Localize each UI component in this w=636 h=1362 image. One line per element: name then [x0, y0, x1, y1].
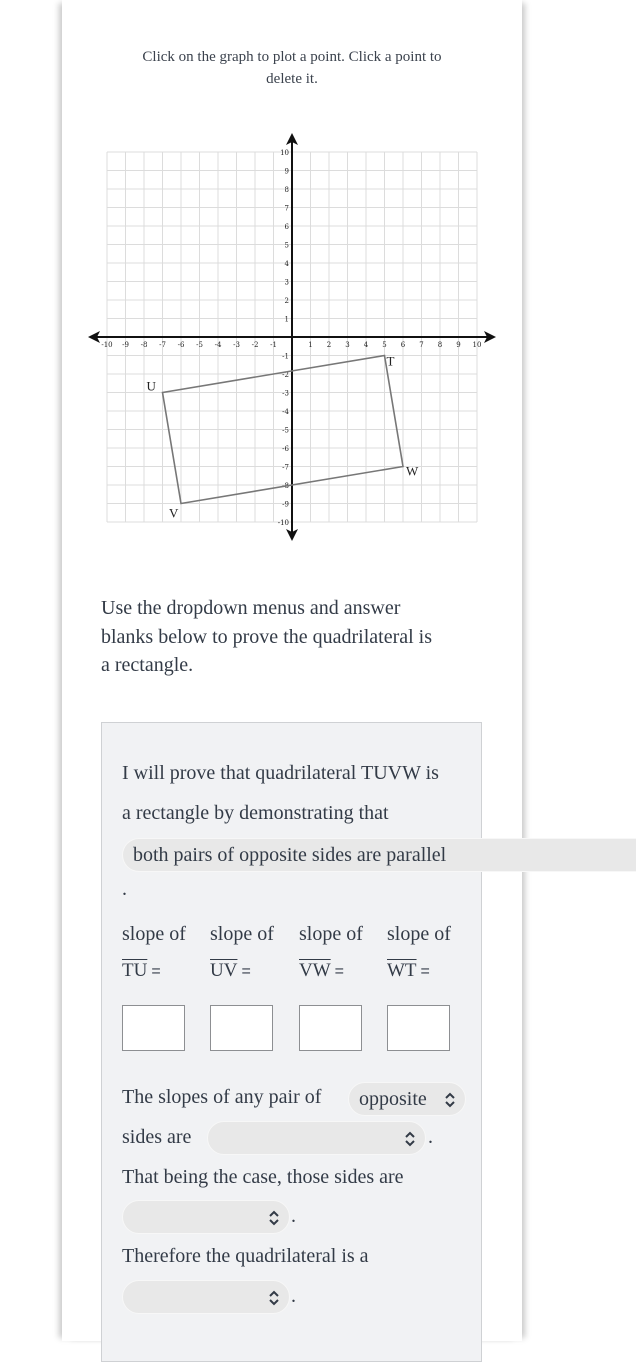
svg-text:5: 5 [284, 241, 289, 250]
axes [88, 133, 496, 541]
svg-text:-9: -9 [282, 500, 289, 509]
pair-dropdown-value: opposite [359, 1088, 427, 1110]
svg-text:V: V [169, 505, 179, 521]
svg-text:1: 1 [308, 341, 313, 349]
method-dropdown-value: both pairs of opposite sides are parallel [133, 844, 447, 866]
period: . [122, 878, 127, 900]
svg-text:10: 10 [280, 149, 289, 157]
svg-text:6: 6 [400, 341, 406, 349]
svg-text:-8: -8 [282, 482, 289, 490]
svg-text:1: 1 [284, 315, 289, 324]
chevron-updown-icon [267, 1289, 281, 1307]
instructions-line-2: delete it. [266, 71, 318, 87]
slope-VW-input[interactable] [299, 1005, 362, 1051]
proof-intro-line-2: a rectangle by demonstrating that [122, 802, 389, 824]
svg-text:9: 9 [456, 341, 461, 349]
svg-text:-4: -4 [214, 341, 222, 349]
svg-text:-5: -5 [196, 341, 203, 349]
slope-label-UV: slope of $\overline{UV}$ = [210, 923, 274, 981]
slope-label-WT: slope of $\overline{WT}$ = [387, 923, 451, 981]
svg-text:4: 4 [284, 260, 289, 268]
svg-text:-10: -10 [277, 519, 289, 527]
svg-text:-9: -9 [122, 341, 129, 349]
svg-text:9: 9 [284, 167, 289, 176]
svg-text:-10: -10 [101, 341, 113, 349]
method-dropdown[interactable] [122, 838, 636, 872]
sentence-1-prefix: The slopes of any pair of [122, 1086, 322, 1108]
svg-text:-1: -1 [270, 341, 277, 349]
sentence-1-cont: sides are [122, 1126, 192, 1148]
svg-text:W: W [406, 463, 419, 479]
svg-text:7: 7 [284, 204, 289, 213]
slope-UV-input[interactable] [210, 1005, 273, 1051]
sentence-2: That being the case, those sides are [122, 1166, 404, 1188]
svg-text:3: 3 [284, 278, 289, 287]
svg-text:-7: -7 [159, 341, 166, 349]
svg-text:2: 2 [326, 341, 332, 349]
svg-text:6: 6 [284, 223, 289, 231]
svg-text:4: 4 [363, 341, 369, 349]
shape-dropdown[interactable] [122, 1280, 290, 1314]
svg-text:-2: -2 [251, 341, 259, 349]
svg-text:-5: -5 [282, 426, 289, 435]
chevron-updown-icon [267, 1209, 281, 1227]
svg-text:-1: -1 [282, 352, 289, 361]
slope-TU-input[interactable] [122, 1005, 185, 1051]
proof-prompt: Use the dropdown menus and answer blanks below to prove the quadrilateral is a rectangle. [101, 597, 433, 676]
instructions-line-1: Click on the graph to plot a point. Click a point to [142, 49, 442, 65]
chevron-updown-icon [403, 1130, 417, 1148]
chevron-updown-icon [443, 1091, 457, 1109]
svg-text:10: 10 [472, 341, 482, 349]
proof-intro-line-1: I will prove that quadrilateral TUVW is [122, 762, 439, 784]
slope-label-VW: slope of $\overline{VW}$ = [299, 923, 363, 981]
svg-text:-3: -3 [233, 341, 240, 349]
svg-text:U: U [146, 378, 156, 394]
svg-text:-3: -3 [282, 389, 289, 398]
svg-text:5: 5 [382, 341, 387, 349]
coordinate-graph[interactable] [0, 0, 636, 560]
slope-WT-input[interactable] [387, 1005, 450, 1051]
sides-dropdown[interactable] [122, 1200, 290, 1234]
svg-text:7: 7 [419, 341, 424, 349]
svg-text:-4: -4 [282, 408, 289, 416]
svg-text:-2: -2 [282, 371, 289, 379]
svg-text:2: 2 [284, 297, 289, 305]
svg-text:8: 8 [284, 186, 289, 194]
svg-text:T: T [386, 353, 395, 369]
svg-text:8: 8 [437, 341, 443, 349]
svg-text:-7: -7 [282, 463, 289, 472]
sentence-3: Therefore the quadrilateral is a [122, 1245, 369, 1267]
slope-label-TU: slope of $\overline{TU}$ = [122, 923, 186, 981]
svg-text:3: 3 [345, 341, 350, 349]
svg-text:-8: -8 [140, 341, 148, 349]
svg-text:-6: -6 [177, 341, 185, 349]
svg-text:-6: -6 [282, 445, 289, 453]
relation-dropdown[interactable] [207, 1121, 426, 1155]
pair-dropdown[interactable] [348, 1082, 466, 1116]
